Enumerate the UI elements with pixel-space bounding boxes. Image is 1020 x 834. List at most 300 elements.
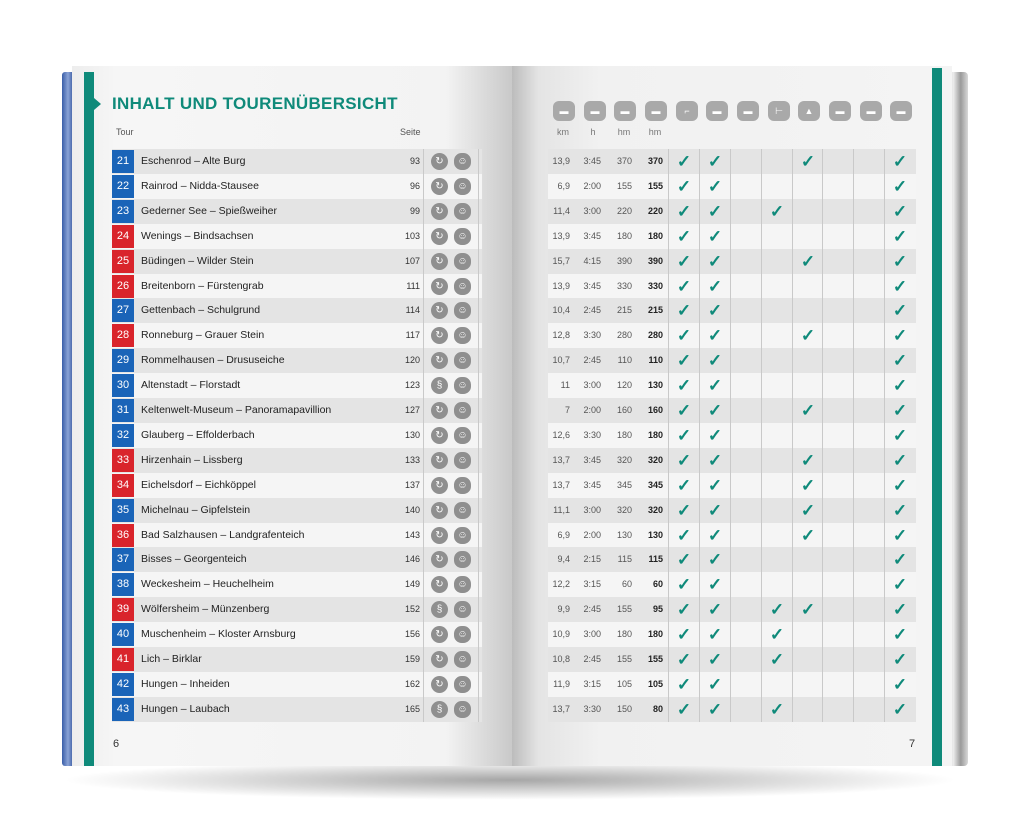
check-mark-icon: ✓ — [676, 201, 692, 221]
tour-hm2: 160 — [647, 405, 663, 415]
tour-name: Gettenbach – Schulgrund — [141, 304, 261, 317]
tour-page: 140 — [404, 504, 420, 515]
tour-number: 33 — [112, 449, 134, 472]
check-mark-icon: ✓ — [676, 500, 692, 520]
tour-page: 133 — [404, 454, 420, 465]
column-divider — [730, 274, 731, 299]
column-divider — [792, 348, 793, 373]
tour-name: Rommelhausen – Drususeiche — [141, 354, 285, 367]
column-divider — [478, 224, 479, 249]
tour-number: 35 — [112, 499, 134, 522]
column-divider — [853, 373, 854, 398]
column-divider — [761, 149, 762, 174]
column-divider — [761, 323, 762, 348]
loop-route-icon: ↻ — [431, 278, 448, 295]
tour-number: 23 — [112, 200, 134, 223]
bear-icon: ☺ — [454, 427, 471, 444]
tour-number: 26 — [112, 275, 134, 298]
tour-hm1: 110 — [617, 355, 632, 366]
tour-name: Büdingen – Wilder Stein — [141, 254, 254, 267]
tour-number: 27 — [112, 299, 134, 322]
column-divider — [792, 572, 793, 597]
tour-hm1: 320 — [616, 504, 632, 515]
column-divider — [761, 174, 762, 199]
column-divider — [478, 473, 479, 498]
mountain-icon: ▲ — [798, 101, 820, 121]
check-mark-icon: ✓ — [676, 699, 692, 719]
tour-row[interactable] — [112, 323, 482, 348]
column-divider — [822, 224, 823, 249]
tour-name: Wenings – Bindsachsen — [141, 229, 254, 242]
tour-stats-row — [548, 523, 916, 548]
column-divider — [730, 498, 731, 523]
tour-name: Weckesheim – Heuchelheim — [141, 578, 274, 591]
check-mark-icon: ✓ — [892, 500, 908, 520]
column-divider — [761, 249, 762, 274]
check-mark-icon: ✓ — [800, 500, 816, 520]
bear-icon: ☺ — [454, 153, 471, 170]
column-divider — [423, 323, 424, 348]
column-divider — [730, 298, 731, 323]
column-divider — [792, 174, 793, 199]
tour-stats-row — [548, 423, 916, 448]
column-divider — [478, 572, 479, 597]
tour-hm2: 180 — [647, 629, 663, 640]
check-mark-icon: ✓ — [707, 376, 723, 396]
tour-km: 11 — [560, 380, 570, 391]
tour-stats-row — [548, 274, 916, 299]
tour-h: 3:30 — [583, 429, 601, 440]
tour-hm2: 130 — [647, 380, 663, 391]
check-mark-icon: ✓ — [769, 600, 785, 620]
loop-route-icon: ↻ — [431, 402, 448, 419]
tour-hm2: 80 — [652, 703, 663, 714]
tour-hm1: 155 — [616, 604, 632, 615]
loop-route-icon: ↻ — [431, 626, 448, 643]
tour-stats-row — [548, 697, 916, 722]
column-divider — [478, 498, 479, 523]
tour-hm2: 280 — [647, 330, 663, 341]
tour-row[interactable] — [112, 647, 482, 672]
check-mark-icon: ✓ — [892, 176, 908, 196]
column-divider — [792, 547, 793, 572]
column-divider — [853, 398, 854, 423]
tour-name: Bad Salzhausen – Landgrafenteich — [141, 528, 305, 541]
tour-hm2: 215 — [647, 305, 663, 316]
tour-h: 3:30 — [583, 703, 601, 714]
column-divider — [730, 323, 731, 348]
column-divider — [478, 423, 479, 448]
loop-route-icon: ↻ — [431, 327, 448, 344]
check-mark-icon: ✓ — [707, 276, 723, 296]
check-mark-icon: ✓ — [707, 301, 723, 321]
check-mark-icon: ✓ — [676, 575, 692, 595]
check-mark-icon: ✓ — [676, 650, 692, 669]
tour-name: Wölfersheim – Münzenberg — [141, 603, 270, 616]
column-divider — [730, 572, 731, 597]
tour-page: 127 — [404, 405, 420, 415]
tour-stats-row — [548, 149, 916, 174]
column-divider — [761, 373, 762, 398]
tour-hm1: 215 — [616, 305, 632, 316]
column-divider — [730, 473, 731, 498]
tour-h: 3:45 — [583, 479, 601, 490]
tour-hm1: 180 — [616, 429, 632, 440]
column-divider — [423, 174, 424, 199]
tour-number: 37 — [112, 548, 134, 571]
bear-icon: ☺ — [454, 676, 471, 693]
column-divider — [761, 224, 762, 249]
check-mark-icon: ✓ — [800, 525, 816, 545]
bear-icon: ☺ — [454, 377, 471, 394]
column-divider — [730, 224, 731, 249]
tour-row[interactable] — [112, 373, 482, 398]
column-divider — [478, 597, 479, 622]
loop-route-icon: ↻ — [431, 551, 448, 568]
tour-page: 146 — [404, 554, 420, 565]
check-mark-icon: ✓ — [676, 600, 692, 620]
tour-name: Altenstadt – Florstadt — [141, 379, 241, 392]
tour-row[interactable] — [112, 249, 482, 274]
dash-icon: ▬ — [706, 101, 728, 121]
bear-icon: ☺ — [454, 701, 471, 718]
tour-h: 2:00 — [583, 180, 601, 191]
bear-icon: ☺ — [454, 626, 471, 643]
check-mark-icon: ✓ — [707, 650, 723, 669]
loop-route-icon: ↻ — [431, 527, 448, 544]
tour-name: Hungen – Inheiden — [141, 677, 230, 690]
linear-route-icon: § — [431, 601, 448, 618]
tour-row[interactable] — [112, 547, 482, 572]
check-mark-icon: ✓ — [800, 251, 816, 271]
column-divider — [423, 572, 424, 597]
tour-page: 111 — [406, 280, 420, 291]
column-divider — [423, 498, 424, 523]
column-divider — [792, 697, 793, 722]
check-mark-icon: ✓ — [892, 450, 908, 470]
tour-stats-row — [548, 174, 916, 199]
check-mark-icon: ✓ — [800, 475, 816, 495]
tour-page: 123 — [404, 380, 420, 391]
check-mark-icon: ✓ — [892, 600, 908, 620]
tour-row[interactable] — [112, 174, 482, 199]
column-divider — [423, 348, 424, 373]
bear-icon: ☺ — [454, 601, 471, 618]
tour-row[interactable] — [112, 149, 482, 174]
tour-page: 165 — [404, 703, 420, 714]
column-divider — [822, 672, 823, 697]
column-divider — [730, 174, 731, 199]
bear-icon: ☺ — [454, 228, 471, 245]
check-mark-icon: ✓ — [707, 674, 723, 694]
column-divider — [822, 697, 823, 722]
tour-row[interactable] — [112, 572, 482, 597]
column-divider — [423, 697, 424, 722]
loop-route-icon: ↻ — [431, 477, 448, 494]
column-divider — [478, 323, 479, 348]
tour-row[interactable] — [112, 423, 482, 448]
tour-hm1: 280 — [616, 330, 632, 341]
dash-icon: ▬ — [614, 101, 636, 121]
column-divider — [478, 274, 479, 299]
column-divider — [761, 672, 762, 697]
check-mark-icon: ✓ — [707, 450, 723, 470]
column-divider — [853, 348, 854, 373]
column-divider — [853, 473, 854, 498]
tour-page: 130 — [404, 429, 420, 440]
column-divider — [853, 274, 854, 299]
check-mark-icon: ✓ — [676, 251, 692, 271]
tour-page: 149 — [404, 579, 420, 590]
column-divider — [853, 572, 854, 597]
bear-icon: ☺ — [454, 502, 471, 519]
gate-icon: ⊢ — [768, 101, 790, 121]
tour-hm2: 155 — [647, 654, 663, 664]
tour-h: 3:00 — [583, 629, 601, 640]
column-divider — [792, 647, 793, 672]
tour-stats-row — [548, 498, 916, 523]
loop-route-icon: ↻ — [431, 178, 448, 195]
column-divider — [478, 298, 479, 323]
check-mark-icon: ✓ — [707, 575, 723, 595]
check-mark-icon: ✓ — [676, 525, 692, 545]
tour-km: 10,4 — [552, 305, 570, 316]
bear-icon: ☺ — [454, 178, 471, 195]
column-divider — [853, 224, 854, 249]
tour-h: 3:45 — [583, 280, 601, 291]
tour-hm2: 110 — [648, 355, 663, 366]
column-divider — [822, 298, 823, 323]
column-divider — [761, 498, 762, 523]
tour-hm2: 220 — [647, 205, 663, 216]
tour-number: 29 — [112, 349, 134, 372]
column-divider — [761, 348, 762, 373]
check-mark-icon: ✓ — [707, 176, 723, 196]
tour-number: 28 — [112, 324, 134, 347]
tour-h: 2:15 — [583, 554, 601, 565]
loop-route-icon: ↻ — [431, 203, 448, 220]
column-divider — [792, 274, 793, 299]
loop-route-icon: ↻ — [431, 452, 448, 469]
tour-hm1: 390 — [616, 255, 632, 266]
check-mark-icon: ✓ — [707, 351, 723, 371]
bear-icon: ☺ — [454, 278, 471, 295]
loop-route-icon: ↻ — [431, 352, 448, 369]
tour-number: 40 — [112, 623, 134, 646]
column-divider — [478, 672, 479, 697]
tour-number: 34 — [112, 474, 134, 497]
check-mark-icon: ✓ — [800, 152, 816, 171]
tour-row[interactable] — [112, 448, 482, 473]
tour-hm1: 160 — [616, 405, 632, 415]
check-mark-icon: ✓ — [707, 600, 723, 620]
column-divider — [761, 298, 762, 323]
tour-name: Michelnau – Gipfelstein — [141, 503, 251, 516]
tour-name: Ronneburg – Grauer Stein — [141, 329, 265, 342]
dash-icon: ▬ — [860, 101, 882, 121]
tour-number: 22 — [112, 175, 134, 198]
header-seite: Seite — [400, 127, 421, 137]
check-mark-icon: ✓ — [769, 625, 785, 645]
check-mark-icon: ✓ — [892, 575, 908, 595]
check-mark-icon: ✓ — [707, 500, 723, 520]
column-divider — [853, 597, 854, 622]
check-mark-icon: ✓ — [676, 376, 692, 396]
check-mark-icon: ✓ — [800, 450, 816, 470]
bear-icon: ☺ — [454, 203, 471, 220]
loop-route-icon: ↻ — [431, 302, 448, 319]
tour-name: Eichelsdorf – Eichköppel — [141, 478, 256, 491]
tour-km: 13,9 — [552, 280, 570, 291]
column-divider — [730, 348, 731, 373]
tour-number: 25 — [112, 250, 134, 273]
column-divider — [423, 149, 424, 174]
column-divider — [478, 199, 479, 224]
column-divider — [423, 199, 424, 224]
tour-hm1: 155 — [616, 654, 632, 664]
tour-row[interactable] — [112, 697, 482, 722]
tour-stats-row — [548, 373, 916, 398]
check-mark-icon: ✓ — [892, 475, 908, 495]
page-title: INHALT UND TOURENÜBERSICHT — [112, 94, 398, 113]
tour-km: 11,9 — [553, 678, 570, 689]
tour-hm1: 115 — [617, 554, 632, 565]
tour-row[interactable] — [112, 398, 482, 423]
column-divider — [730, 373, 731, 398]
tour-page: 143 — [404, 529, 420, 540]
tour-number: 24 — [112, 225, 134, 248]
tour-hm2: 320 — [647, 504, 663, 515]
tour-km: 7 — [564, 405, 570, 415]
bear-icon: ☺ — [454, 402, 471, 419]
bear-icon: ☺ — [454, 651, 471, 668]
column-divider — [761, 423, 762, 448]
column-divider — [478, 622, 479, 647]
tour-page: 156 — [404, 629, 420, 640]
check-mark-icon: ✓ — [676, 625, 692, 645]
right-teal-stripe — [932, 68, 942, 766]
tour-row[interactable] — [112, 597, 482, 622]
page-number-left: 6 — [113, 738, 120, 750]
column-divider — [478, 697, 479, 722]
tour-number: 31 — [112, 399, 134, 422]
check-mark-icon: ✓ — [892, 650, 908, 669]
column-divider — [822, 199, 823, 224]
tour-row[interactable] — [112, 274, 482, 299]
tour-row[interactable] — [112, 348, 482, 373]
tour-hm2: 155 — [647, 180, 663, 191]
check-mark-icon: ✓ — [800, 600, 816, 620]
column-divider — [792, 298, 793, 323]
column-divider — [730, 697, 731, 722]
dash-icon: ▬ — [890, 101, 912, 121]
tour-hm2: 130 — [647, 529, 663, 540]
loop-route-icon: ↻ — [431, 502, 448, 519]
loop-route-icon: ↻ — [431, 651, 448, 668]
column-divider — [792, 622, 793, 647]
column-divider — [822, 373, 823, 398]
loop-route-icon: ↻ — [431, 153, 448, 170]
column-divider — [478, 174, 479, 199]
tour-hm1: 60 — [621, 579, 632, 590]
tour-name: Rainrod – Nidda-Stausee — [141, 179, 259, 192]
tour-number: 36 — [112, 524, 134, 547]
tour-name: Gederner See – Spießweiher — [141, 204, 277, 217]
dash-icon: ▬ — [645, 101, 667, 121]
tour-km: 13,9 — [552, 230, 570, 241]
tour-number: 38 — [112, 573, 134, 596]
column-divider — [423, 249, 424, 274]
tour-km: 13,7 — [552, 454, 570, 465]
bear-icon: ☺ — [454, 352, 471, 369]
check-mark-icon: ✓ — [892, 226, 908, 246]
tour-hm2: 390 — [647, 255, 663, 266]
tour-stats-row — [548, 249, 916, 274]
bear-icon: ☺ — [454, 327, 471, 344]
column-divider — [730, 249, 731, 274]
tour-km: 9,4 — [557, 554, 570, 565]
header-h: h — [590, 127, 596, 137]
bear-icon: ☺ — [454, 253, 471, 270]
column-divider — [478, 647, 479, 672]
tour-stats-row — [548, 199, 916, 224]
tour-row[interactable] — [112, 498, 482, 523]
check-mark-icon: ✓ — [892, 326, 908, 346]
tour-hm1: 320 — [616, 454, 632, 465]
tour-row[interactable] — [112, 224, 482, 249]
check-mark-icon: ✓ — [676, 401, 692, 420]
tour-row[interactable] — [112, 622, 482, 647]
column-divider — [478, 523, 479, 548]
linear-route-icon: § — [431, 701, 448, 718]
column-divider — [423, 298, 424, 323]
tour-hm2: 95 — [652, 604, 663, 615]
tour-row[interactable] — [112, 298, 482, 323]
tour-stats-row — [548, 398, 916, 423]
tour-hm2: 115 — [648, 554, 663, 565]
check-mark-icon: ✓ — [892, 550, 908, 570]
tour-km: 9,9 — [557, 604, 570, 615]
tour-hm1: 155 — [616, 180, 632, 191]
check-mark-icon: ✓ — [769, 699, 785, 719]
tour-km: 6,9 — [557, 529, 570, 540]
check-mark-icon: ✓ — [892, 276, 908, 296]
bear-icon: ☺ — [454, 527, 471, 544]
column-divider — [730, 199, 731, 224]
check-mark-icon: ✓ — [892, 425, 908, 445]
column-divider — [478, 547, 479, 572]
column-divider — [423, 373, 424, 398]
check-mark-icon: ✓ — [707, 525, 723, 545]
check-mark-icon: ✓ — [707, 625, 723, 645]
column-divider — [423, 647, 424, 672]
tour-number: 32 — [112, 424, 134, 447]
tour-row[interactable] — [112, 672, 482, 697]
column-divider — [423, 597, 424, 622]
tour-page: 96 — [409, 180, 420, 191]
column-divider — [761, 473, 762, 498]
tour-row[interactable] — [112, 523, 482, 548]
tour-row[interactable] — [112, 199, 482, 224]
column-divider — [853, 523, 854, 548]
tour-row[interactable] — [112, 473, 482, 498]
tour-h: 3:45 — [583, 156, 601, 166]
tour-stats-row — [548, 647, 916, 672]
check-mark-icon: ✓ — [892, 525, 908, 545]
tour-km: 13,7 — [552, 703, 570, 714]
column-divider — [822, 423, 823, 448]
tour-name: Keltenwelt-Museum – Panoramapavillion — [141, 404, 332, 416]
